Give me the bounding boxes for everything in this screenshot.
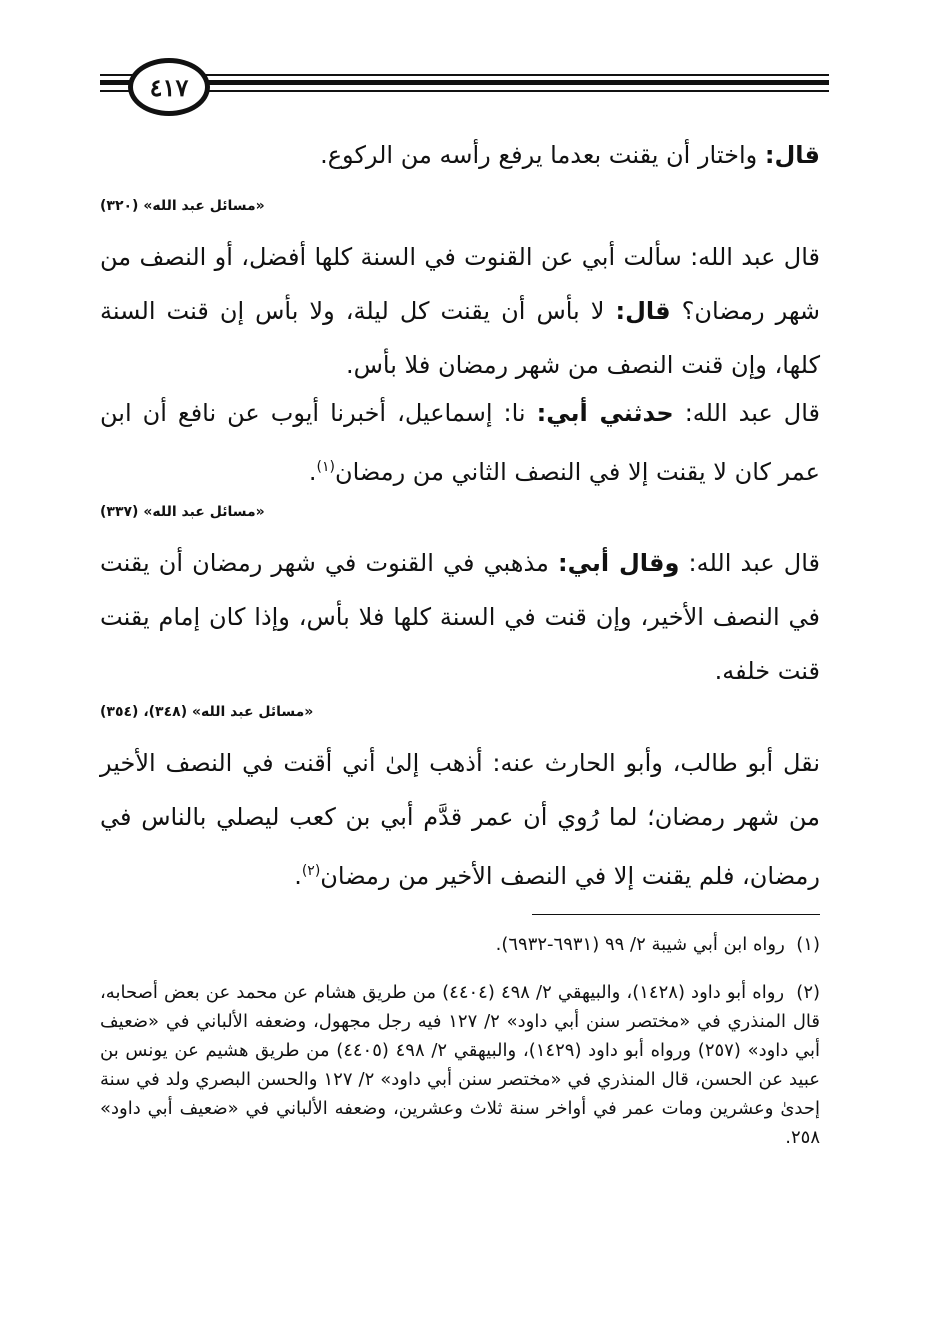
- paragraph-2: [100, 230, 820, 392]
- footnote-marker-1[interactable]: (١): [316, 459, 335, 475]
- source-reference-1: «مسائل عبد الله» (٣٢٠): [100, 198, 265, 214]
- paragraph-text-cont: نا: إسماعيل، أخبرنا أيوب عن نافع أن ابن عمر كان لا يقنت إلا في النصف الثاني من رمضان: [100, 399, 820, 486]
- page-number: ٤١٧: [128, 58, 210, 116]
- paragraph-text: قال عبد الله:: [673, 399, 820, 427]
- paragraph-end: .: [294, 862, 302, 890]
- footnote-number: (٢): [796, 982, 821, 1003]
- paragraph-text: واختار أن يقنت بعدما يرفع رأسه من الركوع.: [320, 141, 765, 169]
- footnote-separator: [532, 914, 820, 915]
- paragraph-4: [100, 536, 820, 698]
- paragraph-3: [100, 386, 820, 499]
- paragraph-5: [100, 736, 820, 903]
- paragraph-1: [100, 128, 820, 182]
- paragraph-text-cont: مذهبي في القنوت في شهر رمضان أن يقنت في النصف الأخير، وإن قنت في السنة كلها فلا بأس، وإذا كان إمام يقنت قنت خلفه.: [100, 549, 820, 685]
- paragraph-text: قال عبد الله:: [679, 549, 820, 577]
- speaker-label: قال:: [764, 141, 820, 169]
- paragraph-text: قال عبد الله: سألت أبي عن القنوت في السنة كلها أفضل، أو النصف من شهر رمضان؟: [100, 243, 821, 325]
- paragraph-text: نقل أبو طالب، وأبو الحارث عنه: أذهب إلىٰ أني أقنت في النصف الأخير من شهر رمضان؛ لما رُوي أن عمر قدَّم أبي بن كعب ليصلي بالناس في رمضان، فلم يقنت إلا في النصف الأخير من رمضان: [100, 749, 820, 890]
- footnote-text: رواه ابن أبي شيبة ٢/ ٩٩ (٦٩٣١-٦٩٣٢).: [495, 934, 785, 955]
- footnote-2: [100, 978, 820, 1152]
- source-reference-3: «مسائل عبد الله» (٣٤٨)، (٣٥٤): [100, 704, 314, 720]
- paragraph-end: .: [308, 458, 317, 486]
- source-reference-2: «مسائل عبد الله» (٣٣٧): [100, 504, 265, 520]
- footnote-1: [100, 930, 820, 959]
- footnote-text: رواه أبو داود (١٤٢٨)، والبيهقي ٢/ ٤٩٨ (٤٤٠٤) من طريق هشام عن محمد عن بعض أصحابه، قال المنذري في «مختصر سنن أبي داود» ٢/ ١٢٧ فيه رجل مجهول، وضعفه الألباني في «ضعيف أبي داود» (٢٥٧) ورواه أبو داود (١٤٢٩)، والبيهقي ٢/ ٤٩٨ (٤٤٠٥) من طريق هشيم عن يونس بن عبيد عن الحسن، قال المنذري في «مختصر سنن أبي داود» ٢/ ١٢٧ والحسن البصري ولد في سنة إحدىٰ وعشرين ومات عمر في أواخر سنة ثلاث وعشرين، وضعفه الألباني في «ضعيف أبي داود» ٢٥٨.: [100, 982, 821, 1148]
- footnote-marker-2[interactable]: (٢): [301, 863, 321, 879]
- speaker-label: قال:: [615, 297, 671, 325]
- narrator-label: حدثني أبي:: [536, 399, 674, 427]
- paragraph-text-cont: لا بأس أن يقنت كل ليلة، ولا بأس إن قنت السنة كلها، وإن قنت النصف من شهر رمضان فلا بأس.: [100, 297, 820, 379]
- speaker-label: وقال أبي:: [558, 549, 680, 577]
- header-rule-top: [100, 74, 829, 76]
- footnote-number: (١): [796, 934, 820, 955]
